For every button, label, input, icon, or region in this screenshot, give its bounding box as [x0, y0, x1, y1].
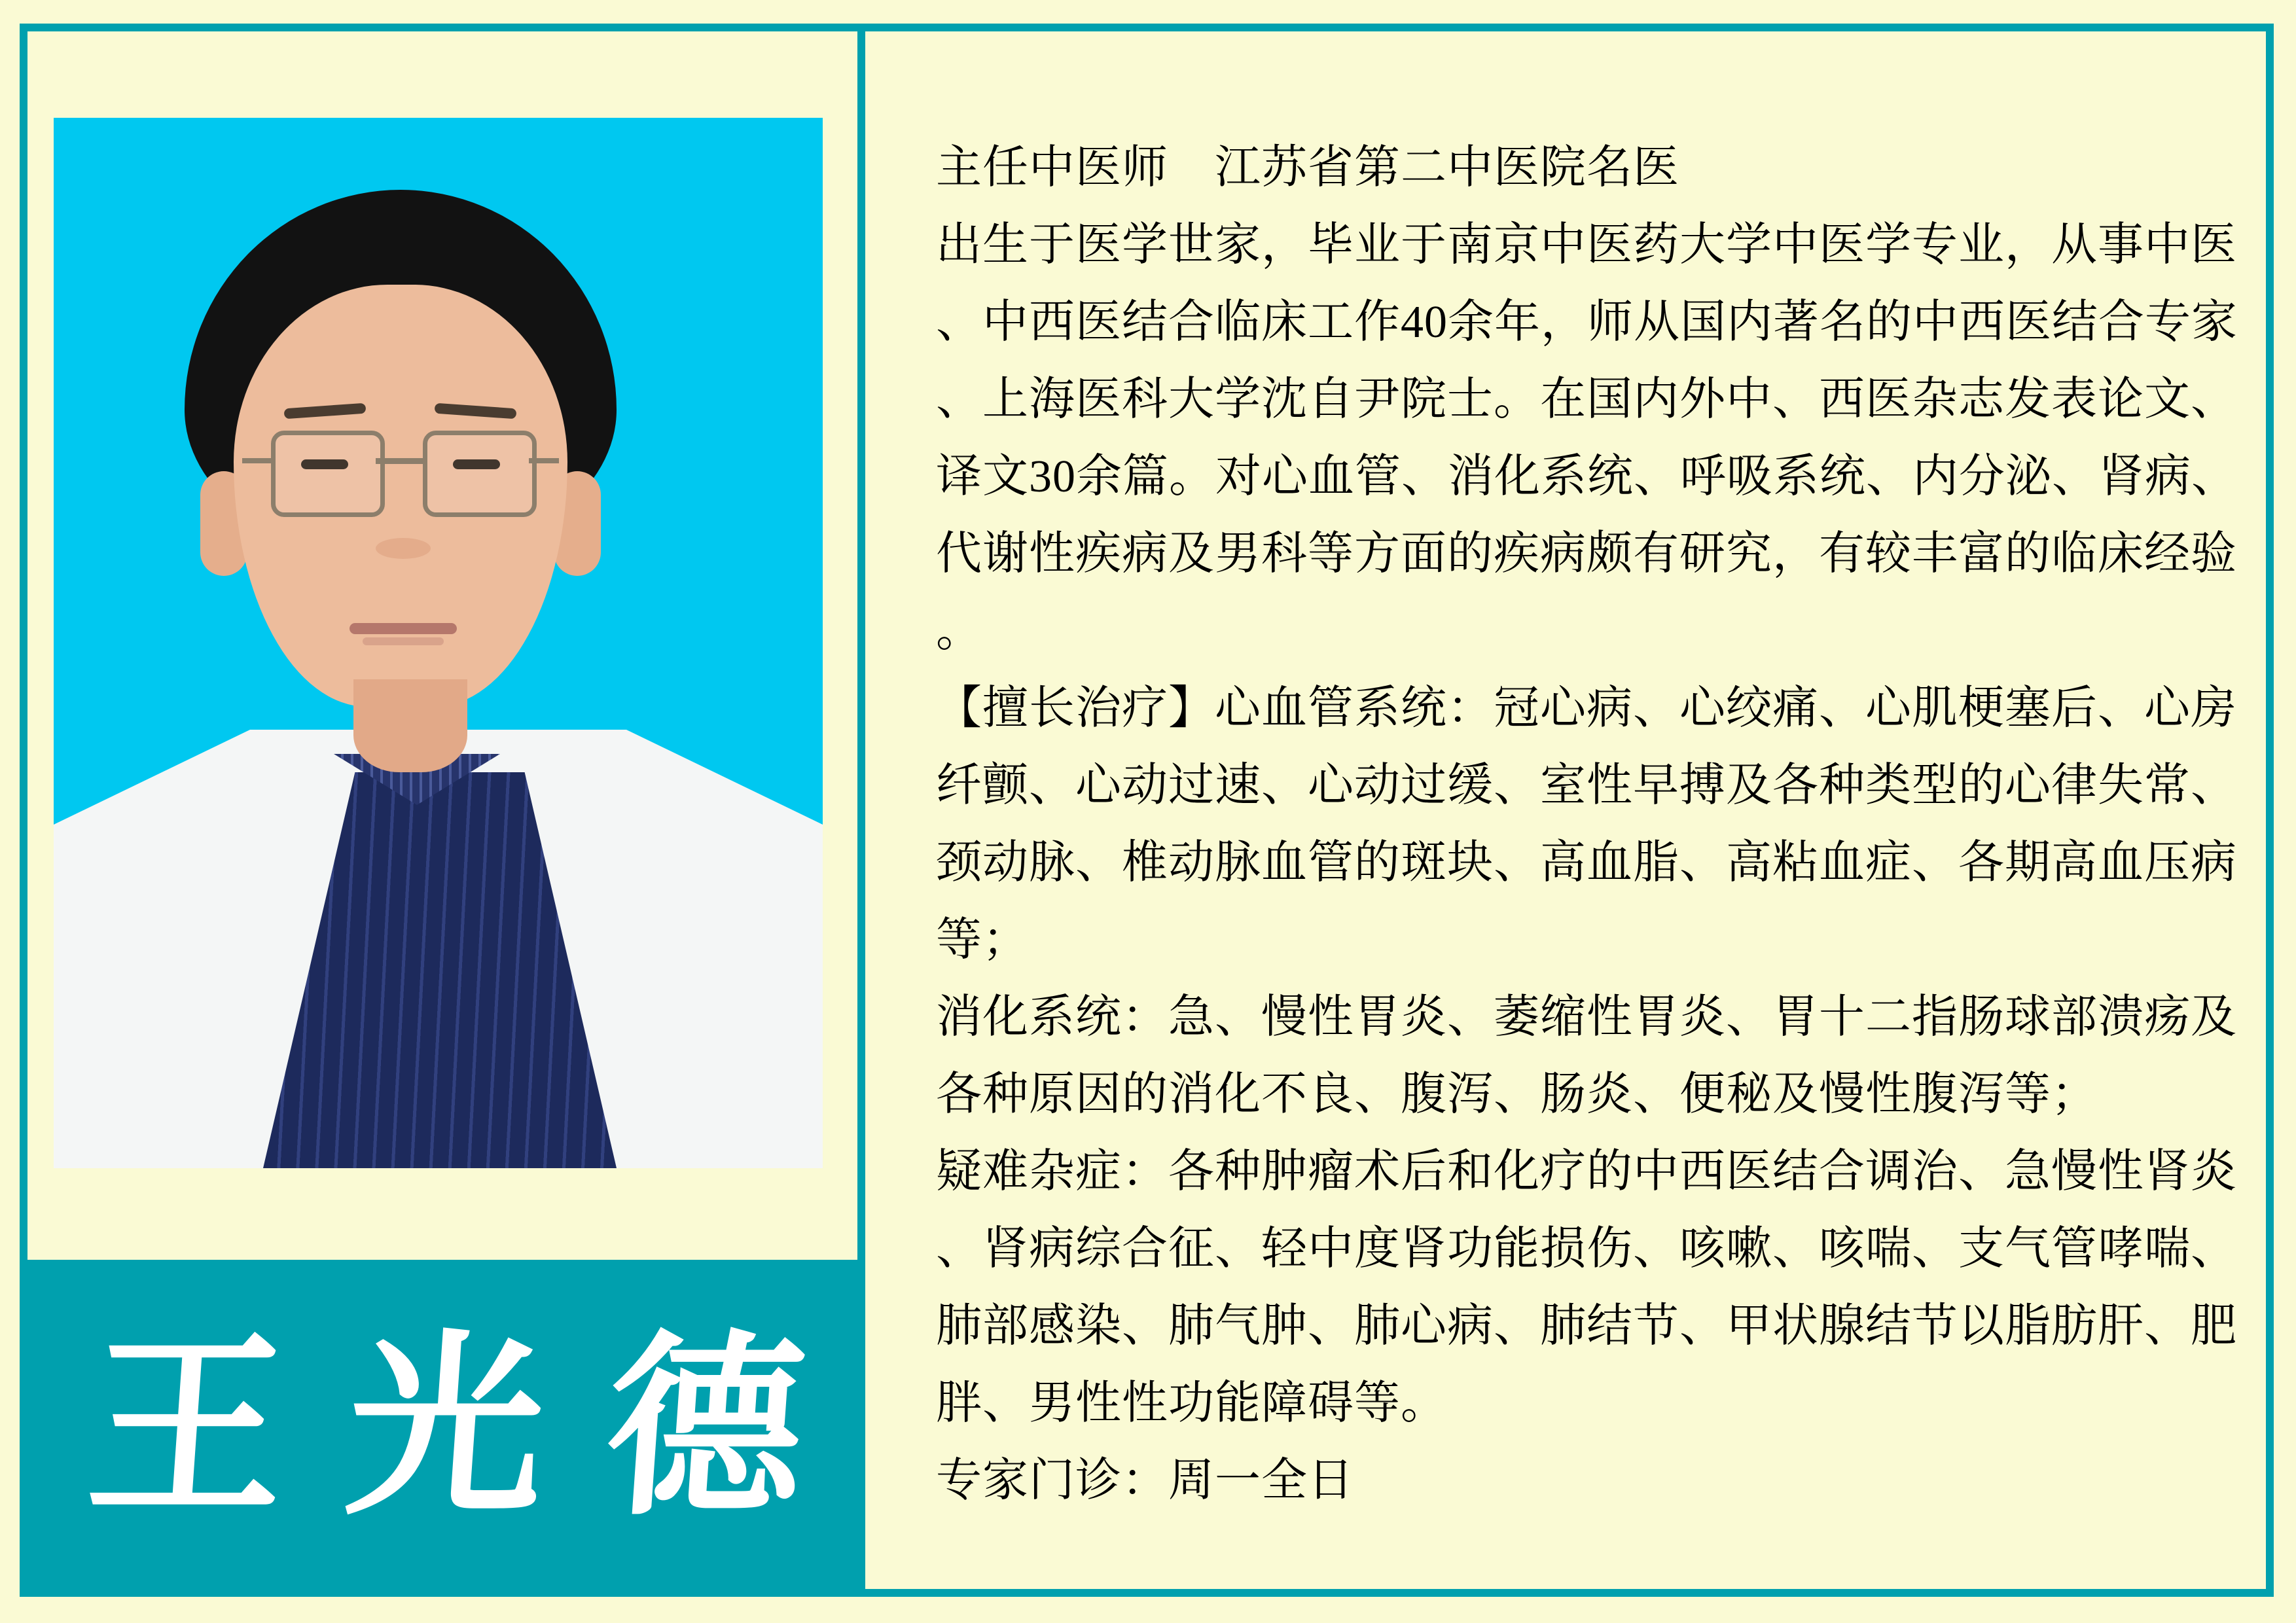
- bio-line: 、中西医结合临床工作40余年，师从国内著名的中西医结合专家: [936, 297, 2238, 348]
- specialty-line: 等；: [936, 915, 1029, 965]
- specialty-line: 颈动脉、椎动脉血管的斑块、高血脂、高粘血症、各期高血压病: [936, 838, 2237, 888]
- specialty-line: 、肾病综合征、轻中度肾功能损伤、咳嗽、咳喘、支气管哮喘、: [936, 1224, 2237, 1274]
- clinic-hours-line: 专家门诊：周一全日: [936, 1455, 1354, 1506]
- glasses-left-temple: [242, 458, 272, 463]
- bio-line: 出生于医学世家，毕业于南京中医药大学中医学专业，从事中医: [936, 220, 2237, 270]
- neck: [353, 679, 467, 772]
- name-band: [27, 1260, 865, 1593]
- profile-text-column: [936, 130, 2258, 1520]
- specialty-line: 胖、男性性功能障碍等。: [936, 1378, 1447, 1429]
- specialty-line: 消化系统：急、慢性胃炎、萎缩性胃炎、胃十二指肠球部溃疡及: [936, 992, 2237, 1043]
- bio-line: 代谢性疾病及男科等方面的疾病颇有研究，有较丰富的临床经验: [936, 529, 2237, 579]
- mouth: [350, 623, 457, 634]
- specialty-line: 【擅长治疗】心血管系统：冠心病、心绞痛、心肌梗塞后、心房: [936, 683, 2237, 734]
- glasses-right-temple: [529, 458, 559, 463]
- glasses-right-lens: [423, 431, 537, 517]
- glasses-bridge: [376, 458, 425, 464]
- specialty-line: 肺部感染、肺气肿、肺心病、肺结节、甲状腺结节以脂肪肝、肥: [936, 1301, 2237, 1351]
- name-char-3: 德: [599, 1310, 812, 1542]
- bio-line: 、上海医科大学沈自尹院士。在国内外中、西医杂志发表论文、: [936, 374, 2237, 425]
- specialty-line: 各种原因的消化不良、腹泻、肠炎、便秘及慢性腹泻等；: [936, 1069, 2098, 1120]
- name-char-1: 王: [81, 1310, 294, 1542]
- specialty-line: 疑难杂症：各种肿瘤术后和化疗的中西医结合调治、急慢性肾炎: [936, 1147, 2237, 1197]
- name-char-2: 光: [340, 1310, 553, 1542]
- doctor-portrait-photo: [54, 118, 823, 1168]
- bio-line: 译文30余篇。对心血管、消化系统、呼吸系统、内分泌、肾病、: [936, 452, 2238, 502]
- nose: [376, 538, 431, 559]
- glasses-left-lens: [271, 431, 385, 517]
- lower-lip: [363, 637, 444, 645]
- title-line: 主任中医师 江苏省第二中医院名医: [936, 143, 1679, 193]
- bio-line: 。: [936, 606, 982, 656]
- specialty-line: 纤颤、心动过速、心动过缓、室性早搏及各种类型的心律失常、: [936, 760, 2237, 811]
